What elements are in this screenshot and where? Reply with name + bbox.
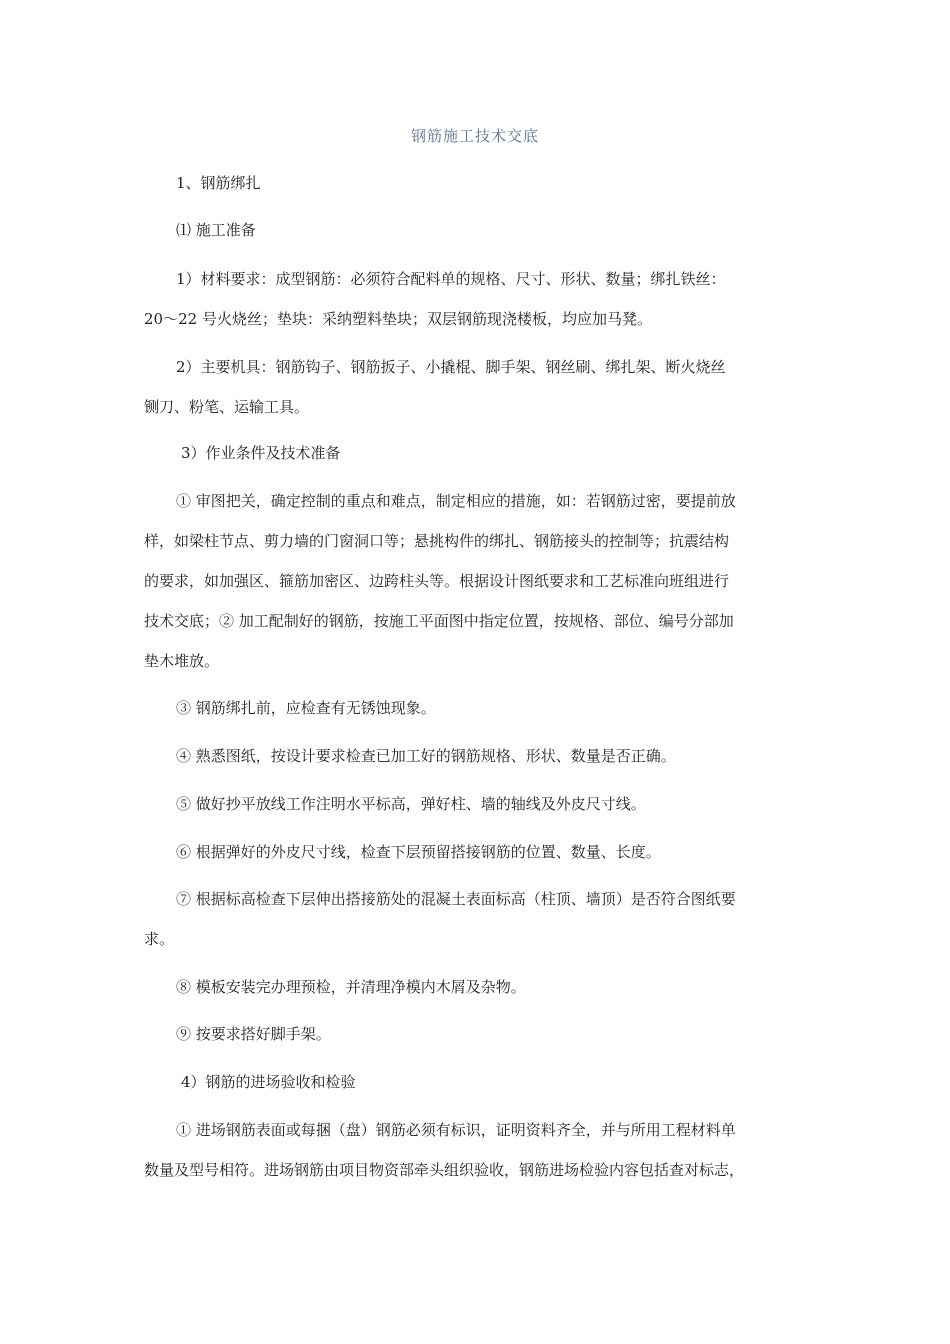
paragraph-line: 1）材料要求：成型钢筋：必须符合配料单的规格、尺寸、形状、数量；绑扎铁丝： bbox=[176, 270, 726, 288]
paragraph-line: 2）主要机具：钢筋钩子、钢筋扳子、小撬棍、脚手架、钢丝刷、绑扎架、断火烧丝 bbox=[176, 358, 726, 376]
document-title: 钢筋施工技术交底 bbox=[410, 127, 539, 145]
paragraph-line: 数量及型号相符。进场钢筋由项目物资部牵头组织验收，钢筋进场检验内容包括查对标志， bbox=[144, 1161, 745, 1179]
paragraph-line: ③ 钢筋绑扎前，应检查有无锈蚀现象。 bbox=[176, 699, 436, 717]
paragraph-line: ④ 熟悉图纸，按设计要求检查已加工好的钢筋规格、形状、数量是否正确。 bbox=[176, 747, 676, 765]
paragraph-line: ⑨ 按要求搭好脚手架。 bbox=[176, 1025, 331, 1043]
subsection-heading: 3）作业条件及技术准备 bbox=[181, 444, 341, 462]
paragraph-line: ⑦ 根据标高检查下层伸出搭接筋处的混凝土表面标高（柱顶、墙顶）是否符合图纸要 bbox=[176, 890, 736, 908]
paragraph-line: 垫木堆放。 bbox=[144, 652, 220, 670]
paragraph-line: ⑥ 根据弹好的外皮尺寸线，检查下层预留搭接钢筋的位置、数量、长度。 bbox=[176, 843, 661, 861]
paragraph-line: ⑧ 模板安装完办理预检，并清理净模内木屑及杂物。 bbox=[176, 978, 526, 996]
paragraph-line: 技术交底；② 加工配制好的钢筋，按施工平面图中指定位置，按规格、部位、编号分部加 bbox=[144, 612, 734, 630]
paragraph-line: 样，如梁柱节点、剪力墙的门窗洞口等；悬挑构件的绑扎、钢筋接头的控制等；抗震结构 bbox=[144, 532, 730, 550]
paragraph-line: ① 审图把关，确定控制的重点和难点，制定相应的措施，如：若钢筋过密，要提前放 bbox=[176, 492, 736, 510]
subsection-heading: ⑴ 施工准备 bbox=[176, 221, 256, 239]
paragraph-line: 的要求，如加强区、箍筋加密区、边跨柱头等。根据设计图纸要求和工艺标准向班组进行 bbox=[144, 572, 730, 590]
paragraph-line: ① 进场钢筋表面或每捆（盘）钢筋必须有标识，证明资料齐全，并与所用工程材料单 bbox=[176, 1121, 736, 1139]
paragraph-line: ⑤ 做好抄平放线工作注明水平标高，弹好柱、墙的轴线及外皮尺寸线。 bbox=[176, 795, 646, 813]
paragraph-line: 20～22 号火烧丝；垫块：采纳塑料垫块；双层钢筋现浇楼板，均应加马凳。 bbox=[144, 310, 652, 328]
subsection-heading: 4）钢筋的进场验收和检验 bbox=[181, 1073, 356, 1091]
section-heading: 1、钢筋绑扎 bbox=[176, 174, 261, 192]
paragraph-line: 求。 bbox=[144, 930, 175, 948]
paragraph-line: 铡刀、粉笔、运输工具。 bbox=[144, 398, 310, 416]
